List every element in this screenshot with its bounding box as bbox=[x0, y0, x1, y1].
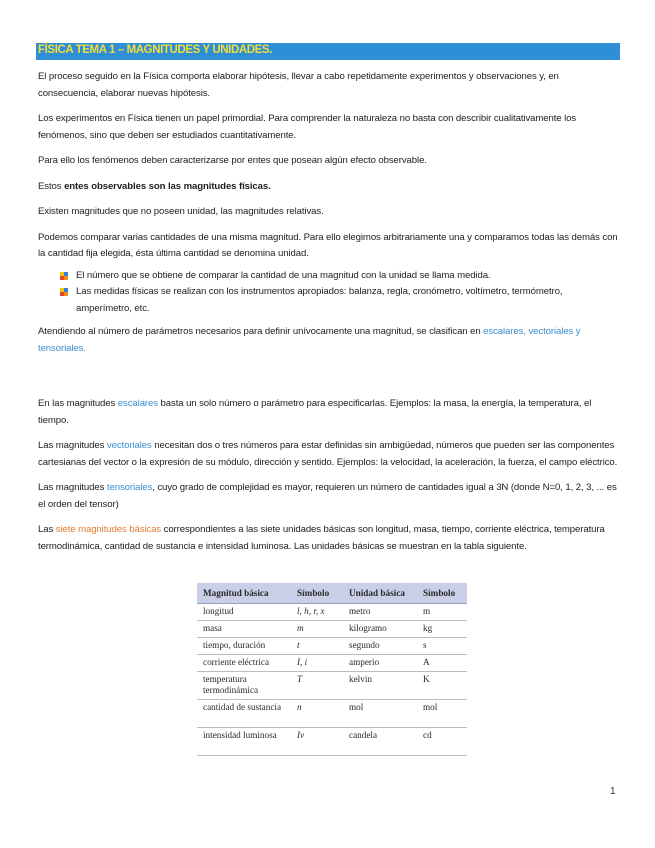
cell-unit: segundo bbox=[343, 638, 417, 655]
document-title: FÍSICA TEMA 1 – MAGNITUDES Y UNIDADES. bbox=[38, 44, 272, 56]
cell-unit: mol bbox=[343, 700, 417, 728]
bullet-text: El número que se obtiene de comparar la cantidad de una magnitud con la unidad se llama medida. bbox=[76, 269, 491, 281]
paragraph-11 bbox=[38, 522, 618, 555]
cell-magnitude: cantidad de sustancia bbox=[197, 700, 291, 728]
header-unit: Unidad básica bbox=[343, 583, 417, 604]
table-row bbox=[197, 655, 467, 672]
paragraph-7 bbox=[38, 324, 618, 357]
list-item bbox=[38, 268, 618, 285]
cell-unit-symbol: cd bbox=[417, 728, 467, 756]
paragraph-7-text: Atendiendo al número de parámetros necesarios para definir unívocamente una magnitud, se clasifican en bbox=[38, 326, 484, 337]
header-unit-symbol: Símbolo bbox=[417, 583, 467, 604]
cell-symbol: T bbox=[291, 672, 343, 700]
diamond-bullet-icon bbox=[60, 272, 68, 280]
cell-unit-symbol: s bbox=[417, 638, 467, 655]
paragraph-9 bbox=[38, 438, 618, 471]
cell-symbol: t bbox=[291, 638, 343, 655]
table-row bbox=[197, 672, 467, 700]
cell-unit-symbol: K bbox=[417, 672, 467, 700]
cell-magnitude: temperatura termodinámica bbox=[197, 672, 291, 700]
cell-magnitude: longitud bbox=[197, 604, 291, 621]
document-body bbox=[38, 69, 618, 555]
paragraph-7-highlight: escalares, vectoriales y tensoriales. bbox=[38, 326, 581, 354]
paragraph-5: Existen magnitudes que no poseen unidad, las magnitudes relativas. bbox=[38, 206, 324, 217]
cell-magnitude: corriente eléctrica bbox=[197, 655, 291, 672]
cell-unit-symbol: A bbox=[417, 655, 467, 672]
cell-symbol: I, i bbox=[291, 655, 343, 672]
table-row bbox=[197, 604, 467, 621]
paragraph-6: Podemos comparar varias cantidades de una misma magnitud. Para ello elegimos arbitrariamente una y comparamos todas las demás con la cantidad fija elegida, ésta última cantidad se denomina unidad. bbox=[38, 231, 618, 259]
table-row bbox=[197, 700, 467, 728]
base-units-table bbox=[197, 583, 467, 756]
cell-unit: kelvin bbox=[343, 672, 417, 700]
paragraph-11-text: Las bbox=[38, 524, 56, 535]
paragraph-10-rest: , cuyo grado de complejidad es mayor, requieren un número de cantidades igual a 3N (donde N=0, 1, 2, 3, ... es el orden del tensor) bbox=[38, 482, 617, 510]
cell-unit-symbol: kg bbox=[417, 621, 467, 638]
table-header-row bbox=[197, 583, 467, 604]
header-magnitude: Magnitud básica bbox=[197, 583, 291, 604]
paragraph-2: Los experimentos en Física tienen un papel primordial. Para comprender la naturaleza no basta con describir cualitativamente los fenómenos, sino que deben ser estudiados cuantitativamente. bbox=[38, 113, 577, 141]
cell-magnitude: intensidad luminosa bbox=[197, 728, 291, 756]
cell-unit: metro bbox=[343, 604, 417, 621]
paragraph-11-highlight: siete magnitudes básicas bbox=[55, 524, 162, 535]
bullet-text: Las medidas físicas se realizan con los instrumentos apropiados: balanza, regla, cronómetro, voltímetro, termómetro, amperímetro, etc. bbox=[76, 286, 563, 314]
table-row bbox=[197, 621, 467, 638]
paragraph-8-highlight: escalares bbox=[117, 398, 158, 409]
paragraph-10-highlight: tensoriales bbox=[106, 482, 153, 493]
paragraph-8-rest: basta un solo número o parámetro para especificarlas. Ejemplos: la masa, la energía, la temperatura, el tiempo. bbox=[38, 398, 592, 426]
paragraph-9-highlight: vectoriales bbox=[106, 440, 152, 451]
paragraph-10 bbox=[38, 480, 618, 513]
table-row bbox=[197, 638, 467, 655]
paragraph-9-rest: necesitan dos o tres números para estar definidas sin ambigüedad, números que pueden ser las componentes cartesianas del vector o la expresión de su módulo, dirección y sentido. Ejemplos: la velocidad, la aceleración, la fuerza, el campo eléctrico. bbox=[38, 440, 618, 468]
cell-symbol: n bbox=[291, 700, 343, 728]
paragraph-3: Para ello los fenómenos deben caracterizarse por entes que posean algún efecto observable. bbox=[38, 155, 427, 166]
paragraph-4-text: Estos bbox=[38, 180, 65, 192]
diamond-bullet-icon bbox=[60, 288, 68, 296]
page-number: 1 bbox=[610, 786, 616, 797]
paragraph-9-text: Las magnitudes bbox=[38, 440, 107, 451]
list-item bbox=[38, 284, 618, 317]
cell-unit-symbol: mol bbox=[417, 700, 467, 728]
title-bar bbox=[36, 43, 620, 60]
cell-unit: kilogramo bbox=[343, 621, 417, 638]
paragraph-10-text: Las magnitudes bbox=[38, 482, 107, 493]
paragraph-4-bold: entes observables son las magnitudes físicas. bbox=[64, 180, 271, 192]
paragraph-8-text: En las magnitudes bbox=[38, 398, 118, 409]
cell-symbol: l, h, r, x bbox=[291, 604, 343, 621]
cell-symbol: m bbox=[291, 621, 343, 638]
paragraph-8 bbox=[38, 396, 618, 429]
header-symbol: Símbolo bbox=[291, 583, 343, 604]
cell-magnitude: masa bbox=[197, 621, 291, 638]
cell-symbol: Iv bbox=[291, 728, 343, 756]
paragraph-11-rest: correspondientes a las siete unidades básicas son longitud, masa, tiempo, corriente eléctrica, temperatura termodinámica, cantidad de sustancia e intensidad luminosa. Las unidades básicas se muestran en la tabla siguiente. bbox=[38, 524, 605, 552]
paragraph-1: El proceso seguido en la Física comporta elaborar hipótesis, llevar a cabo repetidamente experimentos y observaciones y, en consecuencia, elaborar nuevas hipótesis. bbox=[38, 71, 559, 99]
bullet-list bbox=[38, 268, 618, 318]
cell-magnitude: tiempo, duración bbox=[197, 638, 291, 655]
cell-unit-symbol: m bbox=[417, 604, 467, 621]
cell-unit: candela bbox=[343, 728, 417, 756]
table-row bbox=[197, 728, 467, 756]
cell-unit: amperio bbox=[343, 655, 417, 672]
paragraph-4 bbox=[38, 179, 618, 196]
